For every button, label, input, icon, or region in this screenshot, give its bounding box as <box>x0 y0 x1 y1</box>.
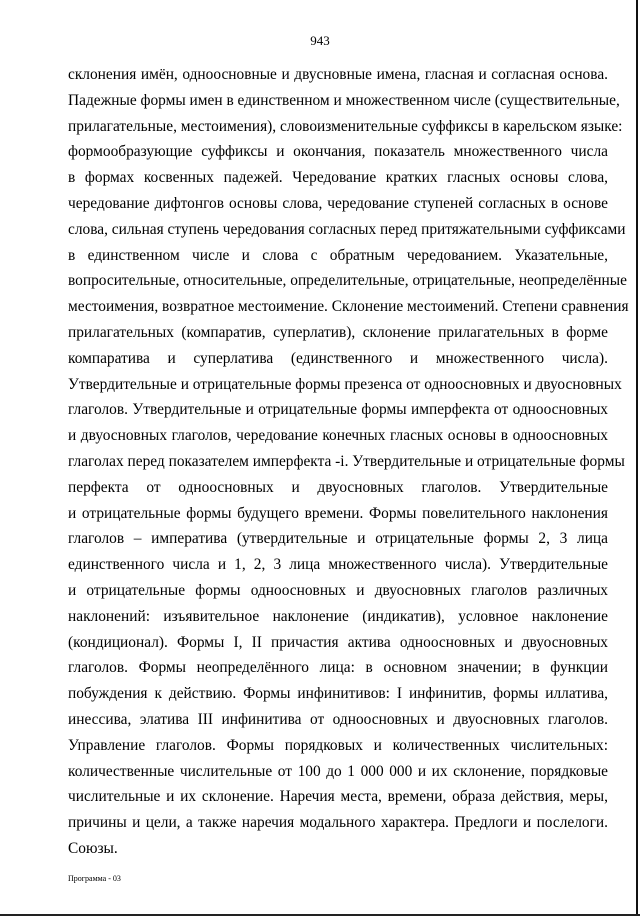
text-line: прилагательные, местоимения), словоизменительные суффиксы в карельском языке: <box>68 117 623 135</box>
text-line: прилагательных (компаратив, суперлатив), склонение прилагательных в форме <box>68 323 608 341</box>
text-line: Падежные формы имен в единственном и множественном числе (существительные, <box>68 91 620 109</box>
text-line: единственного числа и 1, 2, 3 лица множественного числа). Утвердительные <box>68 556 608 574</box>
text-line: побуждения к действию. Формы инфинитивов: I инфинитив, формы иллатива, <box>68 685 608 703</box>
scan-edge-right <box>636 0 638 916</box>
text-line: Союзы. <box>68 839 118 857</box>
text-line: перфекта от одноосновных и двуосновных глаголов. Утвердительные <box>68 478 608 496</box>
text-line: глаголов. Формы неопределённого лица: в основном значении; в функции <box>68 659 608 677</box>
text-line: компаратива и суперлатива (единственного и множественного числа). <box>68 349 608 367</box>
text-line: местоимения, возвратное местоимение. Склонение местоимений. Степени сравнения <box>68 298 629 316</box>
text-line: причины и цели, а также наречия модального характера. Предлоги и послелоги. <box>68 814 608 832</box>
page-number: 943 <box>310 33 330 48</box>
text-line: формообразующие суффиксы и окончания, показатель множественного числа <box>68 143 608 161</box>
text-line: наклонений: изъявительное наклонение (индикатив), условное наклонение <box>68 607 608 625</box>
text-line: склонения имён, одноосновные и двусновные имена, гласная и согласная основа. <box>68 66 608 83</box>
text-line: количественные числительные от 100 до 1 000 000 и их склонение, порядковые <box>68 762 608 780</box>
text-line: слова, сильная ступень чередования согласных перед притяжательными суффиксами <box>68 220 626 238</box>
text-line: глаголах перед показателем имперфекта -i. Утвердительные и отрицательные формы <box>68 452 625 470</box>
text-line: чередование дифтонгов основы слова, чередование ступеней согласных в основе <box>68 194 608 212</box>
text-line: вопросительные, относительные, определительные, отрицательные, неопределённые <box>68 272 627 290</box>
body-paragraph <box>68 62 629 862</box>
text-line: в единственном числе и слова с обратным чередованием. Указательные, <box>68 246 608 264</box>
text-line: инессива, элатива III инфинитива от одноосновных и двуосновных глаголов. <box>68 710 608 728</box>
text-line: в формах косвенных падежей. Чередование кратких гласных основы слова, <box>68 169 608 187</box>
page-footer: Программа - 03 <box>68 874 121 883</box>
text-line: и отрицательные формы одноосновных и двуосновных глаголов различных <box>68 581 608 599</box>
text-line: и двуосновных глаголов, чередование конечных гласных основы в одноосновных <box>68 427 608 445</box>
text-line: глаголов. Утвердительные и отрицательные формы имперфекта от одноосновных <box>68 401 608 419</box>
text-line: Управление глаголов. Формы порядковых и количественных числительных: <box>68 736 608 754</box>
text-line: (кондиционал). Формы I, II причастия актива одноосновных и двуосновных <box>68 633 608 651</box>
text-line: глаголов – императива (утвердительные и отрицательные формы 2, 3 лица <box>68 530 608 548</box>
text-line: и отрицательные формы будущего времени. Формы повелительного наклонения <box>68 504 608 522</box>
text-line: Утвердительные и отрицательные формы презенса от одноосновных и двуосновных <box>68 375 622 393</box>
text-line: числительные и их склонение. Наречия места, времени, образа действия, меры, <box>68 788 608 806</box>
